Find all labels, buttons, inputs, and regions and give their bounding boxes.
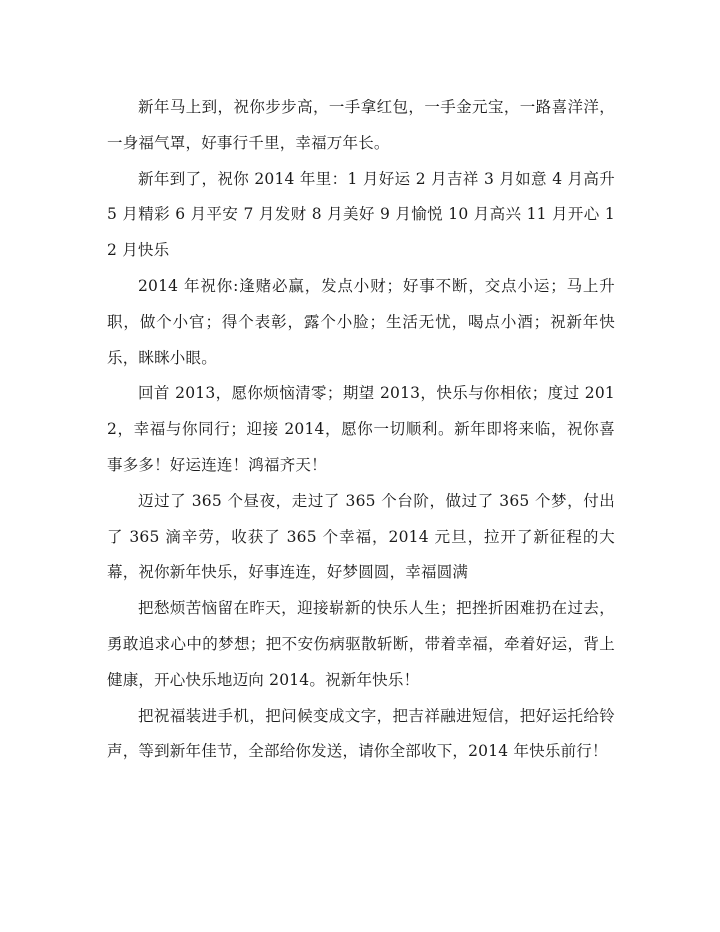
document-body <box>107 90 615 770</box>
paragraph-7: 把祝福装进手机，把问候变成文字，把吉祥融进短信，把好运托给铃声，等到新年佳节，全部给你发送，请你全部收下，2014 年快乐前行！ <box>107 706 615 761</box>
paragraph-4: 回首 2013，愿你烦恼清零；期望 2013，快乐与你相依；度过 2012，幸福与你同行；迎接 2014，愿你一切顺利。新年即将来临，祝你喜事多多！好运连连！鸿福齐天！ <box>107 384 615 474</box>
paragraph-1: 新年马上到，祝你步步高，一手拿红包，一手金元宝，一路喜洋洋，一身福气罩，好事行千里，幸福万年长。 <box>107 98 615 152</box>
paragraph-3: 2014 年祝你:逢赌必赢，发点小财；好事不断，交点小运；马上升职，做个小官；得个表彰，露个小脸；生活无忧，喝点小酒；祝新年快乐，眯眯小眼。 <box>107 276 615 367</box>
paragraph-6: 把愁烦苦恼留在昨天，迎接崭新的快乐人生；把挫折困难扔在过去，勇敢追求心中的梦想；把不安伤病驱散斩断，带着幸福，牵着好运，背上健康，开心快乐地迈向 2014。祝新年快乐！ <box>107 599 615 689</box>
paragraph-5: 迈过了 365 个昼夜，走过了 365 个台阶，做过了 365 个梦，付出了 365 滴辛劳，收获了 365 个幸福，2014 元旦，拉开了新征程的大幕，祝你新年快乐，好事连连，好梦圆圆，幸福圆满 <box>107 491 615 582</box>
paragraph-2: 新年到了，祝你 2014 年里：1 月好运 2 月吉祥 3 月如意 4 月高升 5 月精彩 6 月平安 7 月发财 8 月美好 9 月愉悦 10 月高兴 11 月开心 12 月快乐 <box>107 169 615 260</box>
